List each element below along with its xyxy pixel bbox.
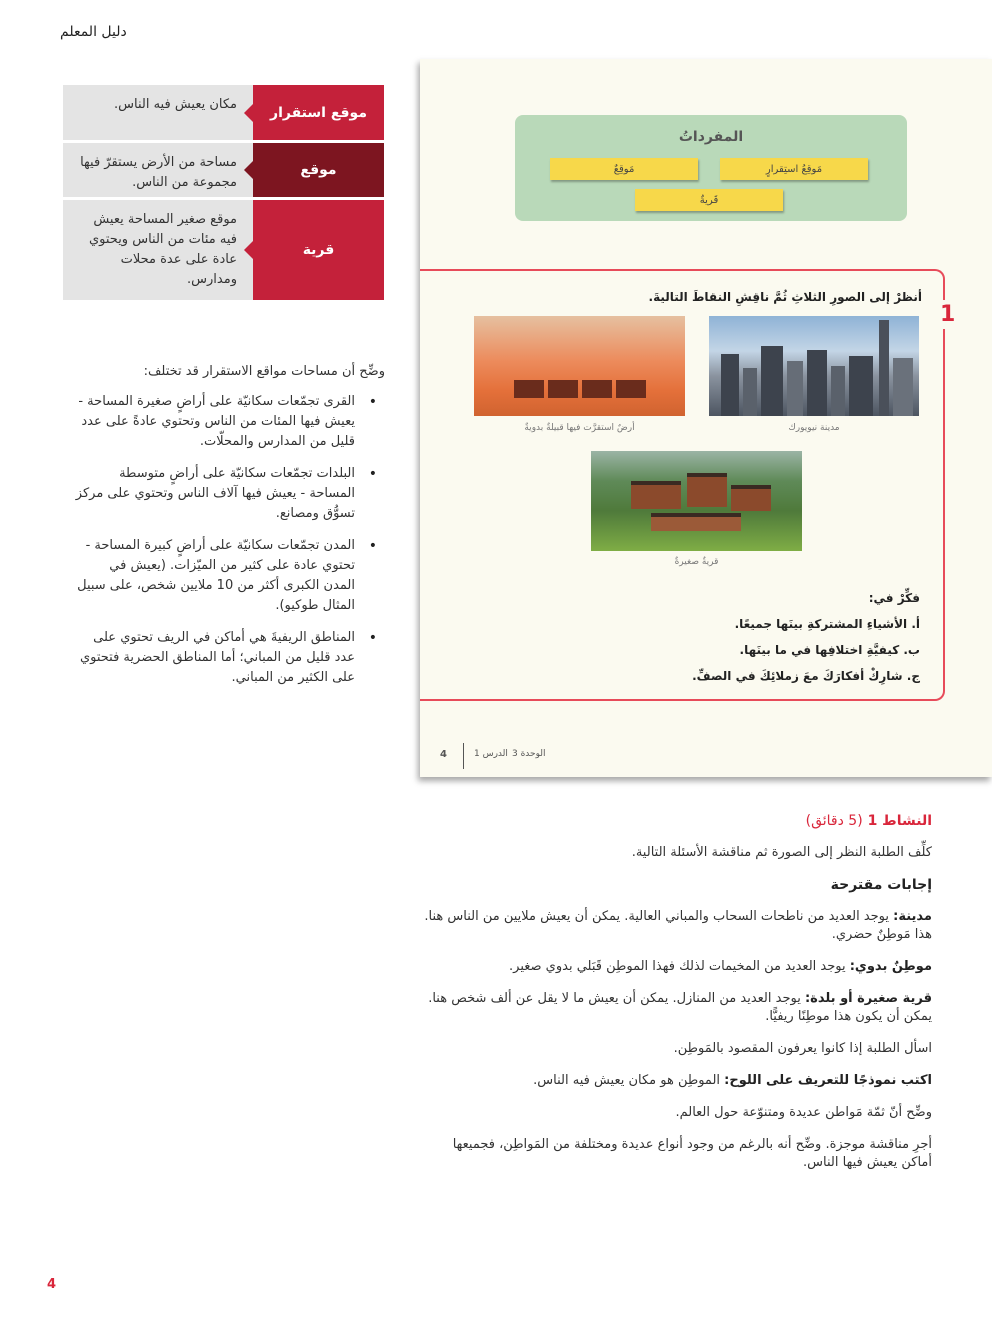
explain-paragraph: وضِّح أنّ ثمّة مَواطن عديدة ومتنوّعة حول العالم. — [675, 1105, 932, 1120]
board-text: الموطِن هو مكان يعيش فيه الناس. — [533, 1073, 725, 1088]
glossary-row — [63, 200, 384, 300]
vocabulary-chip: قَريةٌ — [635, 189, 783, 211]
desert-camp-photo — [474, 316, 685, 416]
instruction-paragraph: كلِّف الطلبة النظر إلى الصورة ثم مناقشة الأسئلة التالية. — [631, 845, 932, 860]
answer-paragraph — [420, 958, 932, 976]
think-item: ب. كيفيَّةِ اختلافِها في ما بينَها. — [739, 643, 920, 657]
answer-label: مدينة: — [893, 909, 932, 924]
list-item: • البلدات تجمّعات سكانيّة على أراضٍ متوسطة المساحة - يعيش فيها آلاف الناس وتحتوي على مركز تسوُّق ومصانع. — [75, 464, 385, 524]
glossary-definition: مساحة من الأرض يستقرّ فيها مجموعة من الناس. — [63, 143, 253, 197]
glossary-row — [63, 143, 384, 197]
page-header-title: دليل المعلم — [60, 24, 127, 40]
glossary-term: قرية — [253, 200, 384, 300]
new-york-photo — [709, 316, 919, 416]
board-label: اكتب نموذجًا للتعريف على اللوح: — [724, 1073, 932, 1088]
village-photo — [591, 451, 802, 551]
teacher-notes — [75, 362, 385, 700]
page-number: 4 — [47, 1277, 57, 1292]
answer-text: يوجد العديد من المنازل. يمكن أن يعيش ما لا يقل عن ألف شخص هنا. يمكن أن يكون هذا موطِنًا ريفيًّا. — [428, 991, 932, 1024]
student-book-page — [420, 59, 992, 777]
vocabulary-box — [515, 115, 907, 221]
footer-divider — [463, 743, 464, 769]
answer-paragraph — [420, 990, 932, 1026]
answer-label: موطِنٌ بدوي: — [849, 959, 932, 974]
glossary-definition: موقع صغير المساحة يعيش فيه مئات من الناس ويحتوي عادة على عدة محلات ومدارس. — [63, 200, 253, 300]
photo-caption: مدينة نيويورك — [788, 423, 840, 433]
vocabulary-chip: مَوقِعُ استِقرارٍ — [720, 158, 868, 180]
photo-caption: أرضٌ استقرَّت فيها قبيلةٌ بدويةٌ — [524, 423, 635, 433]
ask-paragraph: اسأل الطلبة إذا كانوا يعرفون المقصود بالمَوطِن. — [673, 1041, 932, 1056]
activity-duration: (5 دقائق) — [805, 813, 863, 829]
think-section — [420, 585, 920, 689]
answer-text: يوجد العديد من ناطحات السحاب والمباني العالية. يمكن أن يعيش ملايين من الناس هنا. هذا مَوطِنٌ حضري. — [424, 909, 932, 942]
glossary-term: موقع استقرار — [253, 85, 384, 140]
lesson-label: الدرس 1 — [474, 749, 508, 759]
book-footer — [420, 749, 550, 771]
think-item: أ. الأشياءِ المشتركةِ بينَها جميعًا. — [734, 617, 920, 631]
photo-caption: قريةٌ صغيرةٌ — [674, 557, 719, 567]
discuss-paragraph: أجرِ مناقشة موجزة. وضِّح أنه بالرغم من وجود أنواع عديدة ومختلفة من المَواطِن، فجميعها أماكن يعيش فيها الناس. — [452, 1137, 932, 1170]
glossary-row — [63, 85, 384, 140]
vocabulary-title: المفرداتُ — [678, 129, 744, 145]
answer-text: يوجد العديد من المخيمات لذلك فهذا الموطِن قَبَلي بدوي صغير. — [509, 959, 850, 974]
glossary-definition: مكان يعيش فيه الناس. — [63, 85, 253, 140]
answer-paragraph — [420, 908, 932, 944]
notes-list — [75, 392, 385, 688]
activity-heading — [420, 812, 932, 830]
activity-number: 1 — [940, 302, 956, 327]
vocabulary-chip: مَوقِعٌ — [550, 158, 698, 180]
suggested-answers-heading: إجابات مقترحة — [830, 877, 932, 893]
list-item: • المدن تجمّعات سكانيّة على أراضٍ كبيرة المساحة - تحتوي عادة على كثير من الميّزات. (يعيش في المدن الكبرى أكثر من 10 ملايين شخص، على سبيل المثال طوكيو). — [75, 536, 385, 616]
board-paragraph — [420, 1072, 932, 1090]
lesson-guidance — [420, 812, 932, 1186]
answer-label: قرية صغيرة أو بلدة: — [804, 991, 932, 1006]
glossary-term: موقع — [253, 143, 384, 197]
list-item: • المناطق الريفيةَ هي أماكن في الريف تحتوي على عدد قليل من المباني؛ أما المناطق الحضرية فتحتوي على الكثير من المباني. — [75, 628, 385, 688]
notes-intro: وضِّح أن مساحات مواقع الاستقرار قد تختلف: — [143, 364, 385, 379]
glossary-table — [63, 85, 384, 303]
think-item: ج. شارِكْ أفكارَكَ معَ زملائِكَ في الصفِّ. — [692, 669, 920, 683]
think-title: فكِّرْ في: — [868, 591, 920, 605]
activity-heading-label: النشاط 1 — [867, 813, 932, 829]
list-item: • القرى تجمّعات سكانيّة على أراضٍ صغيرة المساحة - يعيش فيها المئات من الناس وتحتوي عادةً على عدد قليل من المدارس والمحلّات. — [75, 392, 385, 452]
book-page-number: 4 — [440, 749, 447, 760]
unit-label: الوحدة 3 — [512, 749, 546, 759]
activity-instruction: أنظرْ إلى الصورِ الثلاثِ ثُمَّ ناقِشِ النقاطَ التاليةَ. — [648, 290, 922, 304]
